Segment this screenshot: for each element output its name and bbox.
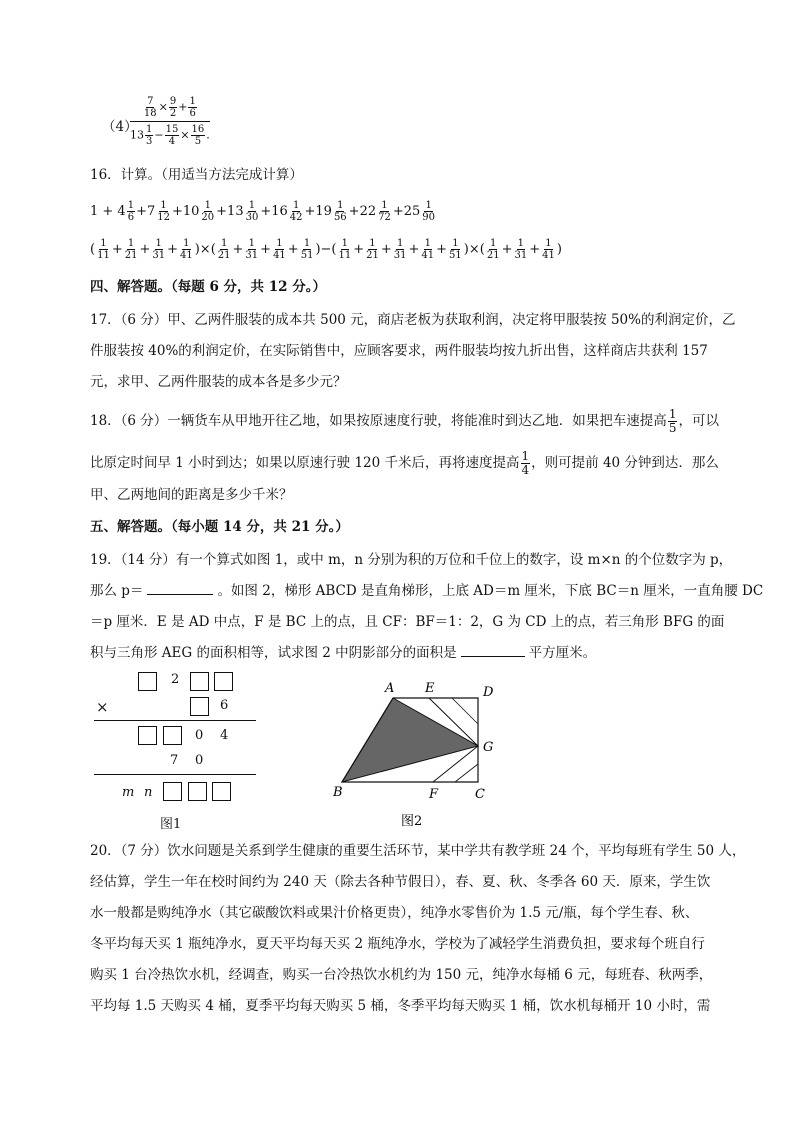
q19-line4a: 积与三角形 AEG 的面积相等，试求图 2 中阴影部分的面积是	[90, 645, 457, 661]
digit-box	[163, 726, 182, 745]
fig1-digit-0b: 0	[195, 753, 204, 768]
q18-fraction-2: $\frac{1}{4}$	[521, 449, 530, 477]
sum-line	[94, 774, 256, 775]
q19-line1: 19．（14 分）有一个算式如图 1，或中 m，n 分别为积的万位和千位上的数字，设 m×n 的个位数字为 p，	[90, 552, 733, 568]
q18-line2b: ，则可提前 40 分钟到达．那么	[531, 455, 719, 471]
q20-line6: 平均每 1.5 天购买 4 桶，夏季平均每天购买 5 桶，冬季平均每天购买 1 桶，饮水机每桶开 10 小时，需	[90, 998, 711, 1014]
fig1-letter-n: n	[144, 785, 153, 800]
figure-2-caption: 图2	[401, 814, 423, 829]
answer-blank-area[interactable]	[461, 644, 525, 657]
q20-line4: 冬平均每天买 1 瓶纯净水，夏天平均每天买 2 瓶纯净水，学校为了减轻学生消费负担，要求每个班自行	[90, 936, 705, 952]
digit-box	[138, 726, 157, 745]
figure-2	[325, 676, 515, 831]
q17-line3: 元，求甲、乙两件服装的成本各是多少元？	[90, 374, 347, 390]
label-A: A	[385, 681, 395, 696]
section-5-heading: 五、解答题。（每小题 14 分，共 21 分。）	[90, 519, 349, 535]
fig1-digit-6: 6	[220, 698, 229, 713]
q18-line1	[90, 408, 719, 435]
q18-fraction-1: $\frac{1}{5}$	[668, 407, 677, 435]
fig1-digit-2: 2	[171, 672, 180, 687]
q19-line2b: 。如图 2，梯形 ABCD 是直角梯形，上底 AD＝m 厘米，下底 BC＝n 厘米，一直角腰 DC	[217, 583, 764, 599]
q15-4-fraction: $\frac{7}{18}$ × $\frac{9}{2}$ + $\frac{1}{6}$ 13 $\frac{1}{3}$ − $\frac{15}{4}$ × $\frac{16}{5}$ .	[130, 96, 210, 147]
fig1-digit-7: 7	[170, 753, 179, 768]
fig1-letter-m: m	[122, 785, 135, 800]
q16-expr1: 1 + 4 $\frac{1}{6}$ +7 $\frac{1}{12}$ +10 $\frac{1}{20}$ +13 $\frac{1}{30}$ +16 $\frac{1}{42}$ +19 $\frac{1}{56}$ +22 $\frac{1}{72}$ +25 $\frac{1}{90}$	[90, 200, 436, 223]
figure-1	[90, 668, 260, 833]
label-G: G	[483, 740, 494, 755]
q19-line4	[90, 644, 596, 662]
segment-hatch-2	[455, 764, 478, 782]
q20-line5: 购买 1 台冷热饮水机，经调查，购买一台冷热饮水机约为 150 元，纯净水每桶 6 元，每班春、秋两季，	[90, 967, 713, 983]
shaded-triangle	[342, 698, 478, 782]
q19-line2a: 那么 p＝	[90, 583, 144, 599]
fig1-digit-0: 0	[195, 728, 204, 743]
digit-box	[190, 672, 209, 691]
q18-line3: 甲、乙两地间的距离是多少千米？	[90, 487, 293, 503]
q18-line2	[90, 450, 719, 477]
fig1-digit-4: 4	[220, 728, 229, 743]
q20-line3: 水一般都是购纯净水（其它碳酸饮料或果汁价格更贵），纯净水零售价为 1.5 元/瓶，每个学生春、秋、	[90, 905, 699, 921]
digit-box	[188, 782, 207, 801]
digit-box	[163, 782, 182, 801]
digit-box	[214, 672, 233, 691]
q16-title: 16．计算。（用适当方法完成计算）	[90, 167, 303, 183]
answer-blank-p[interactable]	[147, 582, 213, 595]
q17-line2: 件服装按 40%的利润定价，在实际销售中，应顾客要求，两件服装均按九折出售，这样商店共获利 157	[90, 343, 708, 359]
digit-box	[190, 697, 209, 716]
label-F: F	[429, 787, 439, 802]
label-E: E	[425, 681, 435, 696]
q18-line1b: ，可以	[678, 413, 719, 429]
label-B: B	[333, 785, 343, 800]
product-line	[94, 720, 256, 721]
q20-line1: 20．（7 分）饮水问题是关系到学生健康的重要生活环节，某中学共有教学班 24 个，平均每班有学生 50 人，	[90, 843, 746, 859]
q20-line2: 经估算，学生一年在校时间约为 240 天（除去各种节假日），春、夏、秋、冬季各 60 天．原来，学生饮	[90, 874, 711, 890]
figure-1-caption: 图1	[160, 817, 182, 832]
q17-line1: 17．（6 分）甲、乙两件服装的成本共 500 元，商店老板为获取利润，决定将甲服装按 50%的利润定价，乙	[90, 312, 736, 328]
label-D: D	[483, 685, 494, 700]
q19-line2	[90, 582, 763, 600]
q18-line2a: 比原定时间早 1 小时到达；如果以原速行驶 120 千米后，再将速度提高	[90, 455, 520, 471]
times-sign: ×	[96, 698, 109, 716]
q18-line1a: 18．（6 分）一辆货车从甲地开往乙地，如果按原速度行驶，将能准时到达乙地．如果把车速提高	[90, 413, 667, 429]
segment-hatch-1	[452, 698, 478, 724]
q15-4-label: （4）	[102, 119, 138, 135]
digit-box	[212, 782, 231, 801]
q19-line4b: 平方厘米。	[528, 645, 597, 661]
digit-box	[138, 672, 157, 691]
q19-line3: ＝p 厘米．E 是 AD 中点，F 是 BC 上的点，且 CF：BF＝1：2，G 为 CD 上的点，若三角形 BFG 的面	[90, 614, 725, 630]
q16-expr2: ( $\frac{1}{11}$ + $\frac{1}{21}$ + $\frac{1}{31}$ + $\frac{1}{41}$ )×( $\frac{1}{21}$ + $\frac{1}{31}$ + $\frac{1}{41}$ + $\frac{1}{51}$ )−( $\frac{1}{11}$ + $\frac{1}{21}$ + $\frac{1}{31}$ + $\frac{1}{41}$ + $\frac{1}{51}$ )×( $\frac{1}{21}$ + $\frac{1}{31}$ + $\frac{1}{41}$ )	[90, 238, 562, 261]
label-C: C	[475, 787, 485, 802]
section-4-heading: 四、解答题。（每题 6 分，共 12 分。）	[90, 279, 326, 295]
